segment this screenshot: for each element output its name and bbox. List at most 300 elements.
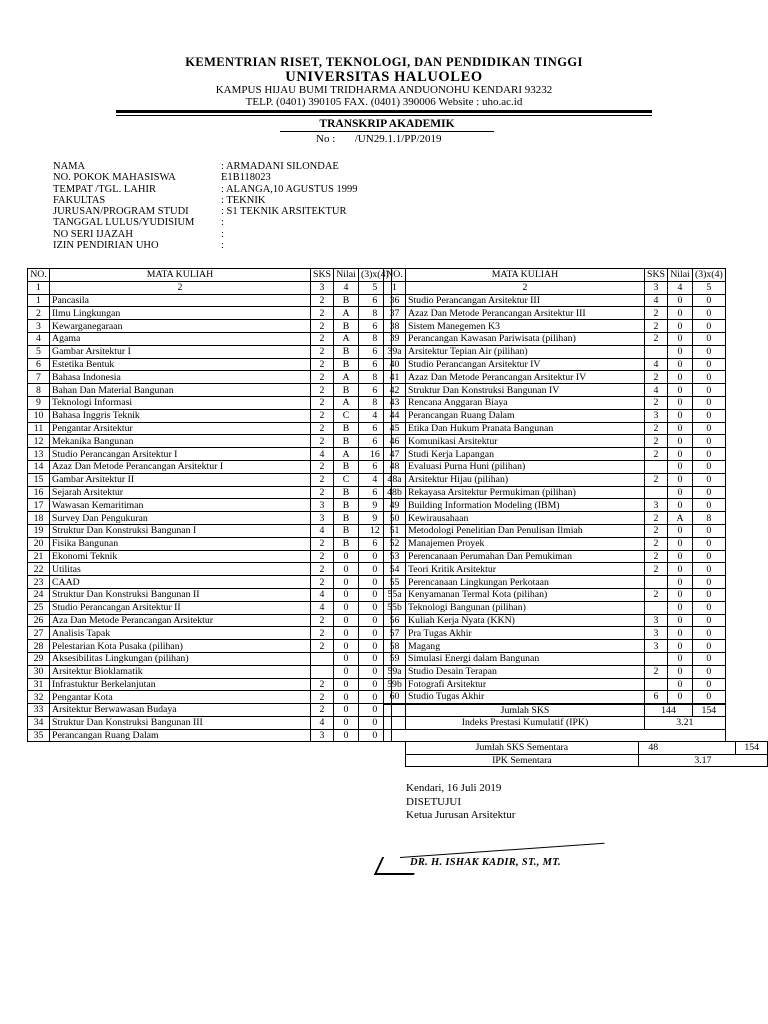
column-header: MATA KULIAH bbox=[406, 269, 645, 282]
course-name: Perencanaan Lingkungan Perkotaan bbox=[406, 576, 645, 589]
course-points: 9 bbox=[358, 512, 391, 525]
course-grade: 0 bbox=[667, 678, 692, 691]
course-sks: 2 bbox=[311, 704, 334, 717]
course-no: 59a bbox=[384, 665, 406, 678]
course-name: Gambar Arsitektur II bbox=[50, 473, 311, 486]
column-header: MATA KULIAH bbox=[50, 269, 311, 282]
course-points: 0 bbox=[692, 294, 725, 307]
course-points: 0 bbox=[358, 691, 391, 704]
course-row bbox=[384, 614, 726, 627]
course-sks: 4 bbox=[311, 716, 334, 729]
course-row bbox=[28, 640, 392, 653]
course-points: 0 bbox=[358, 704, 391, 717]
course-no: 48 bbox=[384, 460, 406, 473]
course-sks: 4 bbox=[311, 601, 334, 614]
course-sks bbox=[645, 652, 668, 665]
course-grade: 0 bbox=[667, 652, 692, 665]
course-row bbox=[384, 460, 726, 473]
course-sks: 2 bbox=[311, 691, 334, 704]
column-header: SKS bbox=[645, 269, 668, 282]
course-no: 25 bbox=[28, 601, 50, 614]
interim-summary bbox=[405, 741, 768, 767]
course-name: Teori Kritik Arsitektur bbox=[406, 563, 645, 576]
course-no: 1 bbox=[28, 294, 50, 307]
course-grade: 0 bbox=[667, 409, 692, 422]
course-points: 4 bbox=[358, 409, 391, 422]
course-points: 8 bbox=[692, 512, 725, 525]
course-points: 0 bbox=[692, 550, 725, 563]
course-grade: 0 bbox=[667, 371, 692, 384]
course-grade: A bbox=[333, 371, 358, 384]
total-sks-value: 144 bbox=[645, 704, 693, 717]
course-sks: 2 bbox=[645, 524, 668, 537]
course-name: Estetika Bentuk bbox=[50, 358, 311, 371]
course-grade: 0 bbox=[667, 486, 692, 499]
course-no: 59b bbox=[384, 678, 406, 691]
course-grade: B bbox=[333, 294, 358, 307]
course-row bbox=[384, 576, 726, 589]
course-points: 9 bbox=[358, 499, 391, 512]
course-name: Perancangan Ruang Dalam bbox=[406, 409, 645, 422]
course-name: Struktur Dan Konstruksi Bangunan II bbox=[50, 588, 311, 601]
course-no: 10 bbox=[28, 409, 50, 422]
course-sks: 2 bbox=[645, 537, 668, 550]
course-grade: 0 bbox=[667, 294, 692, 307]
course-points: 6 bbox=[358, 422, 391, 435]
course-sks: 3 bbox=[311, 512, 334, 525]
university-contact: TELP. (0401) 390105 FAX. (0401) 390006 Website : uho.ac.id bbox=[245, 96, 523, 108]
course-sks: 2 bbox=[311, 678, 334, 691]
course-points: 0 bbox=[358, 729, 391, 742]
course-row bbox=[384, 550, 726, 563]
course-points: 0 bbox=[358, 563, 391, 576]
course-points: 0 bbox=[692, 601, 725, 614]
course-sks: 3 bbox=[645, 614, 668, 627]
course-grade: B bbox=[333, 499, 358, 512]
course-no: 11 bbox=[28, 422, 50, 435]
course-no: 54 bbox=[384, 563, 406, 576]
course-no: 4 bbox=[28, 332, 50, 345]
course-grade: 0 bbox=[333, 691, 358, 704]
course-sks: 2 bbox=[311, 614, 334, 627]
course-sks: 2 bbox=[311, 563, 334, 576]
course-grade: 0 bbox=[333, 729, 358, 742]
course-row bbox=[28, 473, 392, 486]
course-row bbox=[384, 601, 726, 614]
info-value: : ALANGA,10 AGUSTUS 1999 bbox=[221, 183, 358, 195]
course-no: 24 bbox=[28, 588, 50, 601]
course-row bbox=[384, 396, 726, 409]
course-sks: 3 bbox=[645, 409, 668, 422]
course-no: 18 bbox=[28, 512, 50, 525]
course-row bbox=[28, 614, 392, 627]
column-number: 2 bbox=[50, 281, 311, 294]
course-points: 6 bbox=[358, 345, 391, 358]
course-points: 0 bbox=[692, 320, 725, 333]
course-grade: A bbox=[667, 512, 692, 525]
course-row bbox=[28, 371, 392, 384]
course-no: 9 bbox=[28, 396, 50, 409]
course-points: 0 bbox=[692, 640, 725, 653]
course-no: 8 bbox=[28, 384, 50, 397]
course-name: CAAD bbox=[50, 576, 311, 589]
interim-ipk-label: IPK Sementara bbox=[406, 754, 639, 767]
course-no: 40 bbox=[384, 358, 406, 371]
course-name: Teknologi Bangunan (pilihan) bbox=[406, 601, 645, 614]
course-sks: 2 bbox=[311, 627, 334, 640]
course-row bbox=[28, 563, 392, 576]
course-name: Ilmu Lingkungan bbox=[50, 307, 311, 320]
university-name: UNIVERSITAS HALUOLEO bbox=[285, 68, 483, 85]
course-row bbox=[384, 435, 726, 448]
course-row bbox=[28, 320, 392, 333]
course-no: 48a bbox=[384, 473, 406, 486]
course-sks: 4 bbox=[645, 294, 668, 307]
course-grade: 0 bbox=[333, 588, 358, 601]
course-name: Bahan Dan Material Bangunan bbox=[50, 384, 311, 397]
course-no: 5 bbox=[28, 345, 50, 358]
course-sks bbox=[645, 576, 668, 589]
total-sks-blank bbox=[384, 704, 406, 717]
document-number bbox=[316, 133, 442, 145]
column-number-row bbox=[384, 281, 726, 294]
course-row bbox=[384, 294, 726, 307]
course-row bbox=[384, 486, 726, 499]
course-no: 48b bbox=[384, 486, 406, 499]
course-grade: 0 bbox=[667, 473, 692, 486]
course-grade: A bbox=[333, 448, 358, 461]
course-grade: 0 bbox=[333, 678, 358, 691]
course-sks bbox=[311, 665, 334, 678]
course-sks: 3 bbox=[311, 499, 334, 512]
course-name: Sejarah Arsitektur bbox=[50, 486, 311, 499]
course-sks: 2 bbox=[645, 550, 668, 563]
course-points: 0 bbox=[358, 640, 391, 653]
course-no: 13 bbox=[28, 448, 50, 461]
course-grade: 0 bbox=[667, 588, 692, 601]
course-no: 58 bbox=[384, 640, 406, 653]
course-points: 0 bbox=[692, 371, 725, 384]
course-grade: 0 bbox=[333, 563, 358, 576]
course-name: Survey Dan Pengukuran bbox=[50, 512, 311, 525]
course-sks bbox=[645, 345, 668, 358]
course-grade: 0 bbox=[667, 691, 692, 704]
course-sks: 2 bbox=[311, 473, 334, 486]
course-grade: 0 bbox=[333, 640, 358, 653]
course-points: 0 bbox=[358, 716, 391, 729]
course-name: Struktur Dan Konstruksi Bangunan IV bbox=[406, 384, 645, 397]
info-label: TEMPAT /TGL. LAHIR bbox=[53, 183, 156, 195]
course-sks: 2 bbox=[645, 371, 668, 384]
course-row bbox=[384, 422, 726, 435]
course-name: Pancasila bbox=[50, 294, 311, 307]
course-name: Utilitas bbox=[50, 563, 311, 576]
course-grade: 0 bbox=[333, 601, 358, 614]
course-name: Mekanika Bangunan bbox=[50, 435, 311, 448]
column-number: 3 bbox=[645, 281, 668, 294]
course-grade: 0 bbox=[333, 704, 358, 717]
course-sks: 2 bbox=[311, 358, 334, 371]
signature-position: Ketua Jurusan Arsitektur bbox=[406, 809, 516, 821]
column-header: Nilai bbox=[667, 269, 692, 282]
course-points: 0 bbox=[692, 486, 725, 499]
course-name: Metodologi Penelitian Dan Penulisan Ilmiah bbox=[406, 524, 645, 537]
course-no: 20 bbox=[28, 537, 50, 550]
signature-block bbox=[406, 782, 515, 823]
course-row bbox=[28, 576, 392, 589]
column-header: NO. bbox=[28, 269, 50, 282]
course-sks: 2 bbox=[311, 371, 334, 384]
course-name: Arsitektur Berwawasan Budaya bbox=[50, 704, 311, 717]
course-points: 0 bbox=[692, 627, 725, 640]
course-no: 33 bbox=[28, 704, 50, 717]
course-name: Studio Perancangan Arsitektur II bbox=[50, 601, 311, 614]
course-name: Simulasi Energi dalam Bangunan bbox=[406, 652, 645, 665]
course-points: 0 bbox=[692, 307, 725, 320]
course-name: Perancangan Kawasan Pariwisata (pilihan) bbox=[406, 332, 645, 345]
course-points: 8 bbox=[358, 371, 391, 384]
course-sks: 2 bbox=[645, 665, 668, 678]
course-grade: 0 bbox=[667, 576, 692, 589]
course-grade: 0 bbox=[333, 627, 358, 640]
column-header: NO. bbox=[384, 269, 406, 282]
course-name: Gambar Arsitektur I bbox=[50, 345, 311, 358]
course-name: Kuliah Kerja Nyata (KKN) bbox=[406, 614, 645, 627]
course-name: Evaluasi Purna Huni (pilihan) bbox=[406, 460, 645, 473]
course-name: Komunikasi Arsitektur bbox=[406, 435, 645, 448]
signatory-name: DR. H. ISHAK KADIR, ST., MT. bbox=[410, 857, 561, 868]
course-grade: 0 bbox=[667, 550, 692, 563]
course-row bbox=[384, 652, 726, 665]
course-sks: 2 bbox=[645, 563, 668, 576]
course-points: 0 bbox=[358, 652, 391, 665]
course-row bbox=[384, 371, 726, 384]
course-sks: 2 bbox=[311, 550, 334, 563]
course-grade: 0 bbox=[667, 524, 692, 537]
course-row bbox=[28, 716, 392, 729]
course-grade: 0 bbox=[667, 332, 692, 345]
course-sks: 2 bbox=[311, 576, 334, 589]
course-grade: B bbox=[333, 486, 358, 499]
course-row bbox=[28, 358, 392, 371]
interim-ipk-row bbox=[406, 754, 768, 767]
course-name: Pra Tugas Akhir bbox=[406, 627, 645, 640]
course-row bbox=[384, 537, 726, 550]
course-points: 0 bbox=[692, 358, 725, 371]
info-value: E1B118023 bbox=[221, 172, 271, 184]
course-name: Studio Desain Terapan bbox=[406, 665, 645, 678]
interim-ipk-value: 3.17 bbox=[638, 754, 767, 767]
course-no: 39a bbox=[384, 345, 406, 358]
course-sks: 2 bbox=[311, 486, 334, 499]
course-sks: 4 bbox=[645, 384, 668, 397]
course-grade: 0 bbox=[667, 384, 692, 397]
info-row bbox=[53, 161, 358, 172]
course-name: Bahasa Indonesia bbox=[50, 371, 311, 384]
info-row bbox=[53, 184, 358, 195]
course-no: 36 bbox=[384, 294, 406, 307]
course-points: 6 bbox=[358, 384, 391, 397]
course-points: 6 bbox=[358, 537, 391, 550]
info-row bbox=[53, 172, 358, 183]
course-points: 8 bbox=[358, 332, 391, 345]
course-row bbox=[28, 307, 392, 320]
course-no: 3 bbox=[28, 320, 50, 333]
column-header: SKS bbox=[311, 269, 334, 282]
info-value: : bbox=[221, 240, 224, 252]
course-no: 22 bbox=[28, 563, 50, 576]
info-value: : TEKNIK bbox=[221, 194, 266, 206]
course-no: 2 bbox=[28, 307, 50, 320]
course-grade: B bbox=[333, 460, 358, 473]
course-name: Perancangan Ruang Dalam bbox=[50, 729, 311, 742]
course-sks: 2 bbox=[645, 332, 668, 345]
course-sks: 2 bbox=[311, 345, 334, 358]
course-grade: C bbox=[333, 409, 358, 422]
course-no: 41 bbox=[384, 371, 406, 384]
info-label: JURUSAN/PROGRAM STUDI bbox=[53, 206, 189, 218]
course-name: Struktur Dan Konstruksi Bangunan I bbox=[50, 524, 311, 537]
course-points: 0 bbox=[692, 691, 725, 704]
course-sks: 2 bbox=[311, 294, 334, 307]
course-no: 35 bbox=[28, 729, 50, 742]
course-name: Studio Perancangan Arsitektur III bbox=[406, 294, 645, 307]
course-points: 0 bbox=[692, 396, 725, 409]
course-row bbox=[384, 691, 726, 704]
course-no: 53 bbox=[384, 550, 406, 563]
course-points: 4 bbox=[358, 473, 391, 486]
course-name: Bahasa Inggris Teknik bbox=[50, 409, 311, 422]
course-name: Kewarganegaraan bbox=[50, 320, 311, 333]
university-address: KAMPUS HIJAU BUMI TRIDHARMA ANDUONOHU KENDARI 93232 bbox=[215, 84, 553, 96]
course-sks: 4 bbox=[311, 588, 334, 601]
course-name: Studi Kerja Lapangan bbox=[406, 448, 645, 461]
course-grade: 0 bbox=[667, 563, 692, 576]
course-sks: 2 bbox=[645, 512, 668, 525]
course-no: 43 bbox=[384, 396, 406, 409]
course-name: Studio Tugas Akhir bbox=[406, 691, 645, 704]
course-name: Ekonomi Teknik bbox=[50, 550, 311, 563]
course-no: 55b bbox=[384, 601, 406, 614]
ipk-blank bbox=[384, 716, 406, 729]
course-row bbox=[28, 422, 392, 435]
course-no: 37 bbox=[384, 307, 406, 320]
course-sks bbox=[311, 652, 334, 665]
course-row bbox=[384, 627, 726, 640]
course-name: Building Information Modeling (IBM) bbox=[406, 499, 645, 512]
column-number: 4 bbox=[333, 281, 358, 294]
course-grade: 0 bbox=[667, 307, 692, 320]
course-no: 57 bbox=[384, 627, 406, 640]
course-grade: B bbox=[333, 524, 358, 537]
course-name: Fisika Bangunan bbox=[50, 537, 311, 550]
course-row bbox=[384, 563, 726, 576]
course-sks: 4 bbox=[311, 448, 334, 461]
course-no: 55 bbox=[384, 576, 406, 589]
column-number: 1 bbox=[384, 281, 406, 294]
course-sks: 2 bbox=[311, 435, 334, 448]
course-no: 29 bbox=[28, 652, 50, 665]
course-no: 59 bbox=[384, 652, 406, 665]
course-name: Pelestarian Kota Pusaka (pilihan) bbox=[50, 640, 311, 653]
course-sks: 2 bbox=[311, 307, 334, 320]
column-number: 2 bbox=[406, 281, 645, 294]
course-sks: 2 bbox=[645, 307, 668, 320]
course-no: 52 bbox=[384, 537, 406, 550]
course-grade: 0 bbox=[667, 460, 692, 473]
ipk-row bbox=[384, 716, 726, 729]
course-no: 45 bbox=[384, 422, 406, 435]
course-grade: B bbox=[333, 512, 358, 525]
course-name: Kewirausahaan bbox=[406, 512, 645, 525]
course-no: 16 bbox=[28, 486, 50, 499]
course-row bbox=[28, 524, 392, 537]
course-points: 0 bbox=[358, 576, 391, 589]
course-name: Kenyamanan Termal Kota (pilihan) bbox=[406, 588, 645, 601]
info-value: : ARMADANI SILONDAE bbox=[221, 161, 339, 172]
course-grade: 0 bbox=[667, 614, 692, 627]
column-number: 5 bbox=[358, 281, 391, 294]
course-points: 0 bbox=[692, 473, 725, 486]
course-sks bbox=[645, 601, 668, 614]
course-points: 0 bbox=[692, 422, 725, 435]
course-row bbox=[28, 512, 392, 525]
course-grade: 0 bbox=[667, 422, 692, 435]
column-header: Nilai bbox=[333, 269, 358, 282]
course-sks: 2 bbox=[311, 460, 334, 473]
table-header-row bbox=[384, 269, 726, 282]
course-name: Aza Dan Metode Perancangan Arsitektur bbox=[50, 614, 311, 627]
course-row bbox=[384, 307, 726, 320]
course-no: 39 bbox=[384, 332, 406, 345]
course-grade: 0 bbox=[667, 627, 692, 640]
course-points: 0 bbox=[692, 499, 725, 512]
course-points: 6 bbox=[358, 294, 391, 307]
course-grade: 0 bbox=[333, 614, 358, 627]
course-name: Etika Dan Hukum Pranata Bangunan bbox=[406, 422, 645, 435]
course-points: 0 bbox=[692, 435, 725, 448]
course-no: 51 bbox=[384, 524, 406, 537]
course-name: Arsitektur Hijau (pilihan) bbox=[406, 473, 645, 486]
course-sks bbox=[645, 486, 668, 499]
course-row bbox=[384, 678, 726, 691]
course-name: Agama bbox=[50, 332, 311, 345]
header-rule-thick bbox=[116, 110, 652, 113]
course-name: Studio Perancangan Arsitektur I bbox=[50, 448, 311, 461]
document-number-value: /UN29.1.1/PP/2019 bbox=[354, 133, 442, 145]
course-grade: 0 bbox=[667, 640, 692, 653]
signature-place-date: Kendari, 16 Juli 2019 bbox=[406, 782, 502, 794]
course-no: 14 bbox=[28, 460, 50, 473]
course-row bbox=[28, 384, 392, 397]
course-grade: 0 bbox=[667, 320, 692, 333]
course-row bbox=[28, 537, 392, 550]
course-points: 6 bbox=[358, 460, 391, 473]
course-row bbox=[28, 691, 392, 704]
ipk-label: Indeks Prestasi Kumulatif (IPK) bbox=[406, 716, 645, 729]
total-sks-label: Jumlah SKS bbox=[406, 704, 645, 717]
course-sks: 2 bbox=[645, 422, 668, 435]
ipk-value: 3.21 bbox=[645, 716, 726, 729]
interim-points-value: 154 bbox=[736, 742, 768, 755]
course-row bbox=[384, 524, 726, 537]
course-points: 0 bbox=[358, 601, 391, 614]
course-row bbox=[384, 409, 726, 422]
interim-sks-label: Jumlah SKS Sementara bbox=[406, 742, 639, 755]
course-row bbox=[384, 499, 726, 512]
course-grade: 0 bbox=[667, 358, 692, 371]
course-name: Fotografi Arsitektur bbox=[406, 678, 645, 691]
